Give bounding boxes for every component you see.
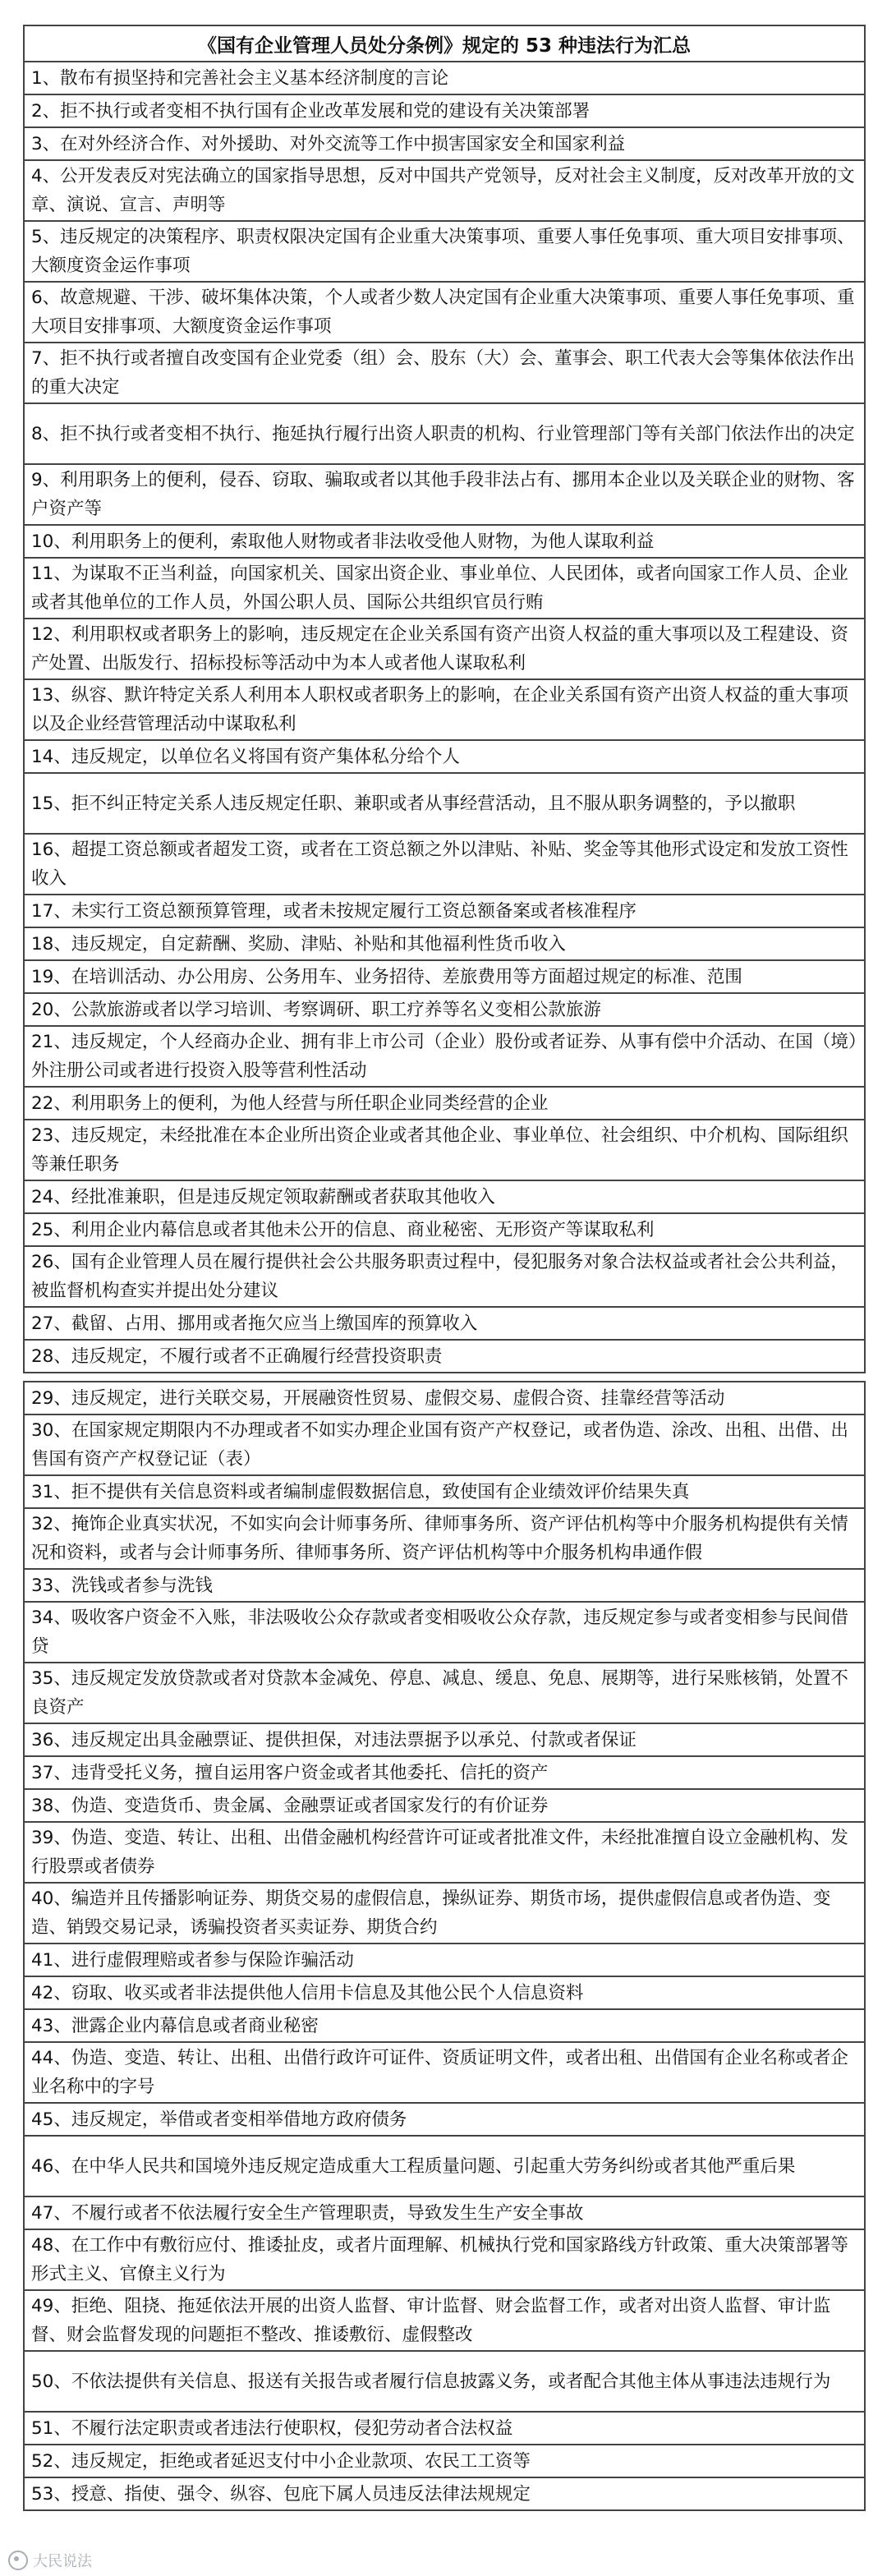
list-item: 38、伪造、变造货币、贵金属、金融票证或者国家发行的有价证券 <box>25 1790 864 1823</box>
list-item: 6、故意规避、干涉、破坏集体决策，个人或者少数人决定国有企业重大决策事项、重要人事任免事项、重大项目安排事项、大额度资金运作事项 <box>25 283 864 343</box>
list-item: 45、违反规定，举借或者变相举借地方政府债务 <box>25 2104 864 2137</box>
list-item: 40、编造并且传播影响证券、期货交易的虚假信息，操纵证券、期货市场，提供虚假信息或者伪造、变造、销毁交易记录，诱骗投资者买卖证券、期货合约 <box>25 1884 864 1944</box>
list-item: 35、违反规定发放贷款或者对贷款本金减免、停息、减息、缓息、免息、展期等，进行呆账核销，处置不良资产 <box>25 1663 864 1724</box>
list-item: 49、拒绝、阻挠、拖延依法开展的出资人监督、审计监督、财会监督工作，或者对出资人监督、审计监督、财会监督发现的问题拒不整改、推诿敷衍、虚假整改 <box>25 2291 864 2352</box>
list-item: 23、违反规定，未经批准在本企业所出资企业或者其他企业、事业单位、社会组织、中介机构、国际组织等兼任职务 <box>25 1120 864 1181</box>
list-item: 43、泄露企业内幕信息或者商业秘密 <box>25 2010 864 2043</box>
list-item: 15、拒不纠正特定关系人违反规定任职、兼职或者从事经营活动，且不服从职务调整的，予以撤职 <box>25 774 864 835</box>
list-item: 50、不依法提供有关信息、报送有关报告或者履行信息披露义务，或者配合其他主体从事违法违规行为 <box>25 2352 864 2413</box>
watermark-logo-icon <box>8 2551 28 2570</box>
table-title: 《国有企业管理人员处分条例》规定的 53 种违法行为汇总 <box>25 26 864 62</box>
list-item: 24、经批准兼职，但是违反规定领取薪酬或者获取其他收入 <box>25 1181 864 1214</box>
watermark-text: 大民说法 <box>33 2553 92 2570</box>
list-item: 13、纵容、默许特定关系人利用本人职权或者职务上的影响，在企业关系国有资产出资人权益的重大事项以及企业经营管理活动中谋取私利 <box>25 680 864 741</box>
list-item: 4、公开发表反对宪法确立的国家指导思想，反对中国共产党领导，反对社会主义制度，反对改革开放的文章、演说、宣言、声明等 <box>25 161 864 222</box>
watermark <box>8 2550 92 2571</box>
list-item: 39、伪造、变造、转让、出租、出借金融机构经营许可证或者批准文件，未经批准擅自设立金融机构、发行股票或者债券 <box>25 1823 864 1884</box>
list-item: 44、伪造、变造、转让、出租、出借行政许可证件、资质证明文件，或者出租、出借国有企业名称或者企业名称中的字号 <box>25 2043 864 2104</box>
list-item: 7、拒不执行或者擅自改变国有企业党委（组）会、股东（大）会、董事会、职工代表大会等集体依法作出的重大决定 <box>25 343 864 404</box>
list-item: 36、违反规定出具金融票证、提供担保，对违法票据予以承兑、付款或者保证 <box>25 1724 864 1757</box>
list-item: 16、超提工资总额或者超发工资，或者在工资总额之外以津贴、补贴、奖金等其他形式设定和发放工资性收入 <box>25 835 864 895</box>
table-part-2 <box>23 1381 866 2511</box>
list-item: 14、违反规定，以单位名义将国有资产集体私分给个人 <box>25 741 864 774</box>
list-item: 47、不履行或者不依法履行安全生产管理职责，导致发生生产安全事故 <box>25 2197 864 2230</box>
list-item: 48、在工作中有敷衍应付、推诿扯皮，或者片面理解、机械执行党和国家路线方针政策、重大决策部署等形式主义、官僚主义行为 <box>25 2230 864 2291</box>
list-item: 20、公款旅游或者以学习培训、考察调研、职工疗养等名义变相公款旅游 <box>25 994 864 1027</box>
list-item: 28、违反规定，不履行或者不正确履行经营投资职责 <box>31 1346 443 1367</box>
list-item: 19、在培训活动、办公用房、公务用车、业务招待、差旅费用等方面超过规定的标准、范围 <box>25 961 864 994</box>
list-item: 37、违背受托义务，擅自运用客户资金或者其他委托、信托的资产 <box>25 1757 864 1790</box>
list-item: 33、洗钱或者参与洗钱 <box>25 1570 864 1603</box>
list-item: 2、拒不执行或者变相不执行国有企业改革发展和党的建设有关决策部署 <box>25 95 864 128</box>
list-item: 1、散布有损坚持和完善社会主义基本经济制度的言论 <box>25 62 864 95</box>
list-item: 53、授意、指使、强令、纵容、包庇下属人员违反法律法规规定 <box>31 2483 531 2505</box>
list-item: 41、进行虚假理赔或者参与保险诈骗活动 <box>25 1944 864 1977</box>
list-item: 10、利用职务上的便利，索取他人财物或者非法收受他人财物，为他人谋取利益 <box>25 526 864 559</box>
list-item: 46、在中华人民共和国境外违反规定造成重大工程质量问题、引起重大劳务纠纷或者其他严重后果 <box>25 2137 864 2197</box>
list-item: 29、违反规定，进行关联交易，开展融资性贸易、虚假交易、虚假合资、挂靠经营等活动 <box>25 1382 864 1415</box>
list-item: 51、不履行法定职责或者违法行使职权，侵犯劳动者合法权益 <box>25 2413 864 2445</box>
list-item: 26、国有企业管理人员在履行提供社会公共服务职责过程中，侵犯服务对象合法权益或者社会公共利益，被监督机构查实并提出处分建议 <box>25 1247 864 1308</box>
list-item: 34、吸收客户资金不入账，非法吸收公众存款或者变相吸收公众存款，违反规定参与或者变相参与民间借贷 <box>25 1603 864 1663</box>
list-item: 8、拒不执行或者变相不执行、拖延执行履行出资人职责的机构、行业管理部门等有关部门依法作出的决定 <box>25 404 864 465</box>
list-item: 31、拒不提供有关信息资料或者编制虚假数据信息，致使国有企业绩效评价结果失真 <box>25 1476 864 1509</box>
list-item: 17、未实行工资总额预算管理，或者未按规定履行工资总额备案或者核准程序 <box>25 895 864 928</box>
list-item: 21、违反规定，个人经商办企业、拥有非上市公司（企业）股份或者证券、从事有偿中介活动、在国（境）外注册公司或者进行投资入股等营利性活动 <box>25 1027 864 1088</box>
list-item: 42、窃取、收买或者非法提供他人信用卡信息及其他公民个人信息资料 <box>25 1977 864 2010</box>
table-part-1 <box>23 25 866 1373</box>
list-item: 25、利用企业内幕信息或者其他未公开的信息、商业秘密、无形资产等谋取私利 <box>25 1214 864 1247</box>
list-item: 27、截留、占用、挪用或者拖欠应当上缴国库的预算收入 <box>25 1308 864 1341</box>
list-item: 9、利用职务上的便利，侵吞、窃取、骗取或者以其他手段非法占有、挪用本企业以及关联企业的财物、客户资产等 <box>25 465 864 526</box>
list-item: 3、在对外经济合作、对外援助、对外交流等工作中损害国家安全和国家利益 <box>25 128 864 161</box>
list-item: 32、掩饰企业真实状况，不如实向会计师事务所、律师事务所、资产评估机构等中介服务机构提供有关情况和资料，或者与会计师事务所、律师事务所、资产评估机构等中介服务机构串通作假 <box>25 1509 864 1570</box>
list-item: 18、违反规定，自定薪酬、奖励、津贴、补贴和其他福利性货币收入 <box>25 928 864 961</box>
list-item: 22、利用职务上的便利，为他人经营与所任职企业同类经营的企业 <box>25 1088 864 1120</box>
list-item: 5、违反规定的决策程序、职责权限决定国有企业重大决策事项、重要人事任免事项、重大项目安排事项、大额度资金运作事项 <box>25 222 864 283</box>
list-item: 12、利用职权或者职务上的影响，违反规定在企业关系国有资产出资人权益的重大事项以及工程建设、资产处置、出版发行、招标投标等活动中为本人或者他人谋取私利 <box>25 619 864 680</box>
list-item: 30、在国家规定期限内不办理或者不如实办理企业国有资产产权登记，或者伪造、涂改、出租、出借、出售国有资产产权登记证（表） <box>25 1415 864 1476</box>
list-item: 11、为谋取不正当利益，向国家机关、国家出资企业、事业单位、人民团体，或者向国家工作人员、企业或者其他单位的工作人员，外国公职人员、国际公共组织官员行贿 <box>25 559 864 619</box>
list-item: 52、违反规定，拒绝或者延迟支付中小企业款项、农民工工资等 <box>25 2445 864 2478</box>
